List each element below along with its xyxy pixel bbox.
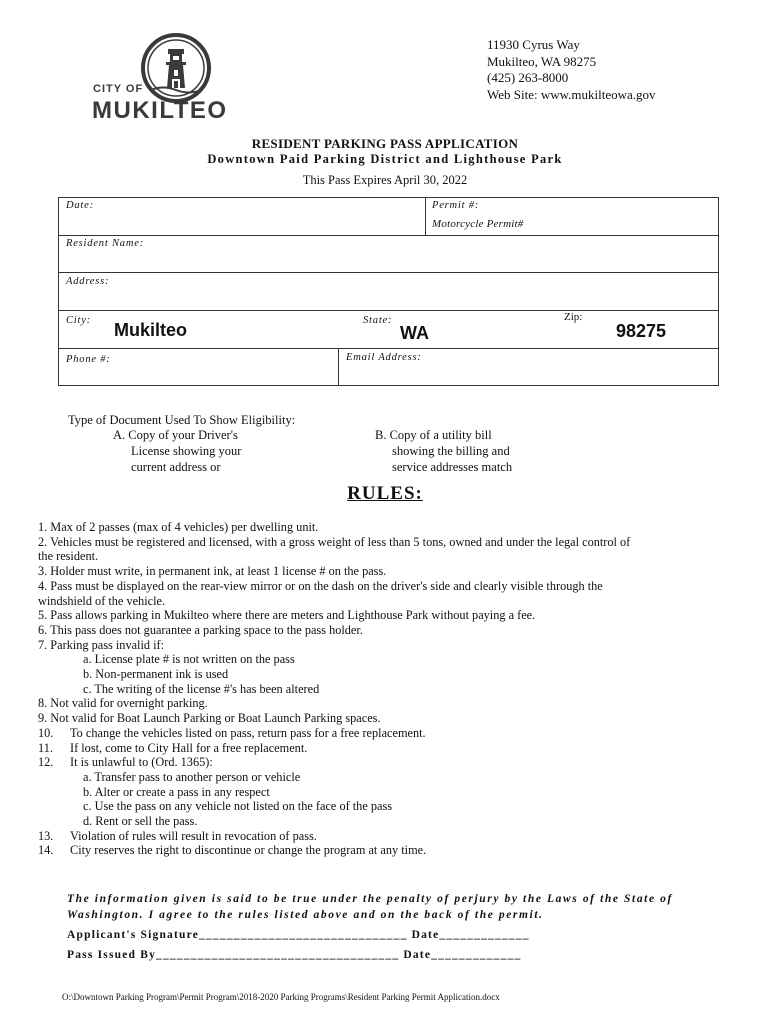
pass-issued-by-line[interactable]: Pass Issued By___________________________________ Date_____________: [67, 949, 522, 961]
state-label: State:: [363, 315, 393, 326]
perjury-statement: The information given is said to be true under the penalty of perjury by the Laws of the State of Washington. I agree to the rules listed above and on the back of the permit.: [67, 893, 673, 921]
rule-11: 11. If lost, come to City Hall for a free replacement.: [38, 740, 308, 755]
document-option-a: A. Copy of your Driver's License showing your current address or: [113, 428, 242, 474]
rule-12a: a. Transfer pass to another person or vehicle: [83, 769, 301, 784]
svg-text:MUKILTEO: MUKILTEO: [92, 97, 228, 124]
rule-1: 1. Max of 2 passes (max of 4 vehicles) per dwelling unit.: [38, 520, 319, 534]
date-label: Date:: [66, 200, 94, 211]
resident-name-label: Resident Name:: [66, 238, 144, 249]
rule-10: 10. To change the vehicles listed on pass, return pass for a free replacement.: [38, 725, 426, 740]
rule-12c: c. Use the pass on any vehicle not listed on the face of the pass: [83, 799, 393, 814]
page-title: RESIDENT PARKING PASS APPLICATION: [251, 136, 519, 151]
state-value[interactable]: WA: [400, 323, 429, 343]
rule-12d: d. Rent or sell the pass.: [83, 814, 198, 829]
rule-3: 3. Holder must write, in permanent ink, at least 1 license # on the pass.: [38, 564, 387, 579]
rules-heading: RULES:: [347, 483, 423, 504]
rules-list: [38, 520, 718, 858]
document-option-b: B. Copy of a utility bill showing the billing and service addresses match: [375, 428, 513, 474]
svg-text:CITY OF: CITY OF: [93, 83, 144, 95]
rule-2-cont: the resident.: [38, 549, 99, 564]
street-address: 11930 Cyrus Way: [487, 37, 580, 52]
application-form: [58, 197, 719, 386]
zip-label: Zip:: [564, 311, 583, 323]
city-logo: [88, 30, 263, 125]
city-label: City:: [66, 315, 91, 326]
applicant-signature-line[interactable]: Applicant's Signature______________________________ Date_____________: [67, 929, 530, 941]
rule-6: 6. This pass does not guarantee a parking space to the pass holder.: [38, 622, 363, 637]
rule-12b: b. Alter or create a pass in any respect: [83, 784, 270, 799]
document-type-heading: Type of Document Used To Show Eligibility:: [68, 413, 296, 427]
rule-9: 9. Not valid for Boat Launch Parking or Boat Launch Parking spaces.: [38, 711, 381, 726]
expiry-note: This Pass Expires April 30, 2022: [302, 173, 468, 187]
rule-4-cont: windshield of the vehicle.: [38, 593, 166, 608]
city-address-block: [487, 37, 656, 103]
city-line: Mukilteo, WA 98275: [487, 53, 597, 69]
rule-7a: a. License plate # is not written on the pass: [83, 652, 295, 667]
rule-7: 7. Parking pass invalid if:: [38, 637, 165, 652]
rule-7b: b. Non-permanent ink is used: [83, 667, 229, 682]
motorcycle-permit-label: Motorcycle Permit#: [432, 218, 524, 230]
rule-7c: c. The writing of the license #'s has been altered: [83, 681, 320, 696]
lighthouse-seal-icon: [88, 30, 263, 125]
permit-label: Permit #:: [432, 200, 480, 211]
rule-13: 13. Violation of rules will result in revocation of pass.: [38, 828, 317, 843]
email-label: Email Address:: [346, 352, 422, 363]
file-path-footer: O:\Downtown Parking Program\Permit Program\2018-2020 Parking Programs\Resident Parking Permit Application.docx: [62, 992, 500, 1002]
zip-value[interactable]: 98275: [616, 321, 667, 341]
city-value[interactable]: Mukilteo: [114, 320, 188, 340]
address-label: Address:: [66, 276, 110, 287]
phone-number: (425) 263-8000: [487, 70, 569, 85]
rule-8: 8. Not valid for overnight parking.: [38, 696, 208, 711]
website: Web Site: www.mukilteowa.gov: [487, 86, 656, 102]
rule-14: 14. City reserves the right to discontinue or change the program at any time.: [38, 843, 427, 858]
phone-label: Phone #:: [66, 354, 111, 365]
rule-12: 12. It is unlawful to (Ord. 1365):: [38, 755, 213, 770]
rule-5: 5. Pass allows parking in Mukilteo where there are meters and Lighthouse Park without paying a fee.: [38, 608, 536, 623]
rule-4: 4. Pass must be displayed on the rear-view mirror or on the dash on the driver's side and clearly visible through the: [38, 578, 603, 593]
page-subtitle: Downtown Paid Parking District and Lighthouse Park: [207, 152, 563, 166]
rule-2: 2. Vehicles must be registered and licensed, with a gross weight of less than 5 tons, owned and under the legal control of: [38, 534, 631, 549]
